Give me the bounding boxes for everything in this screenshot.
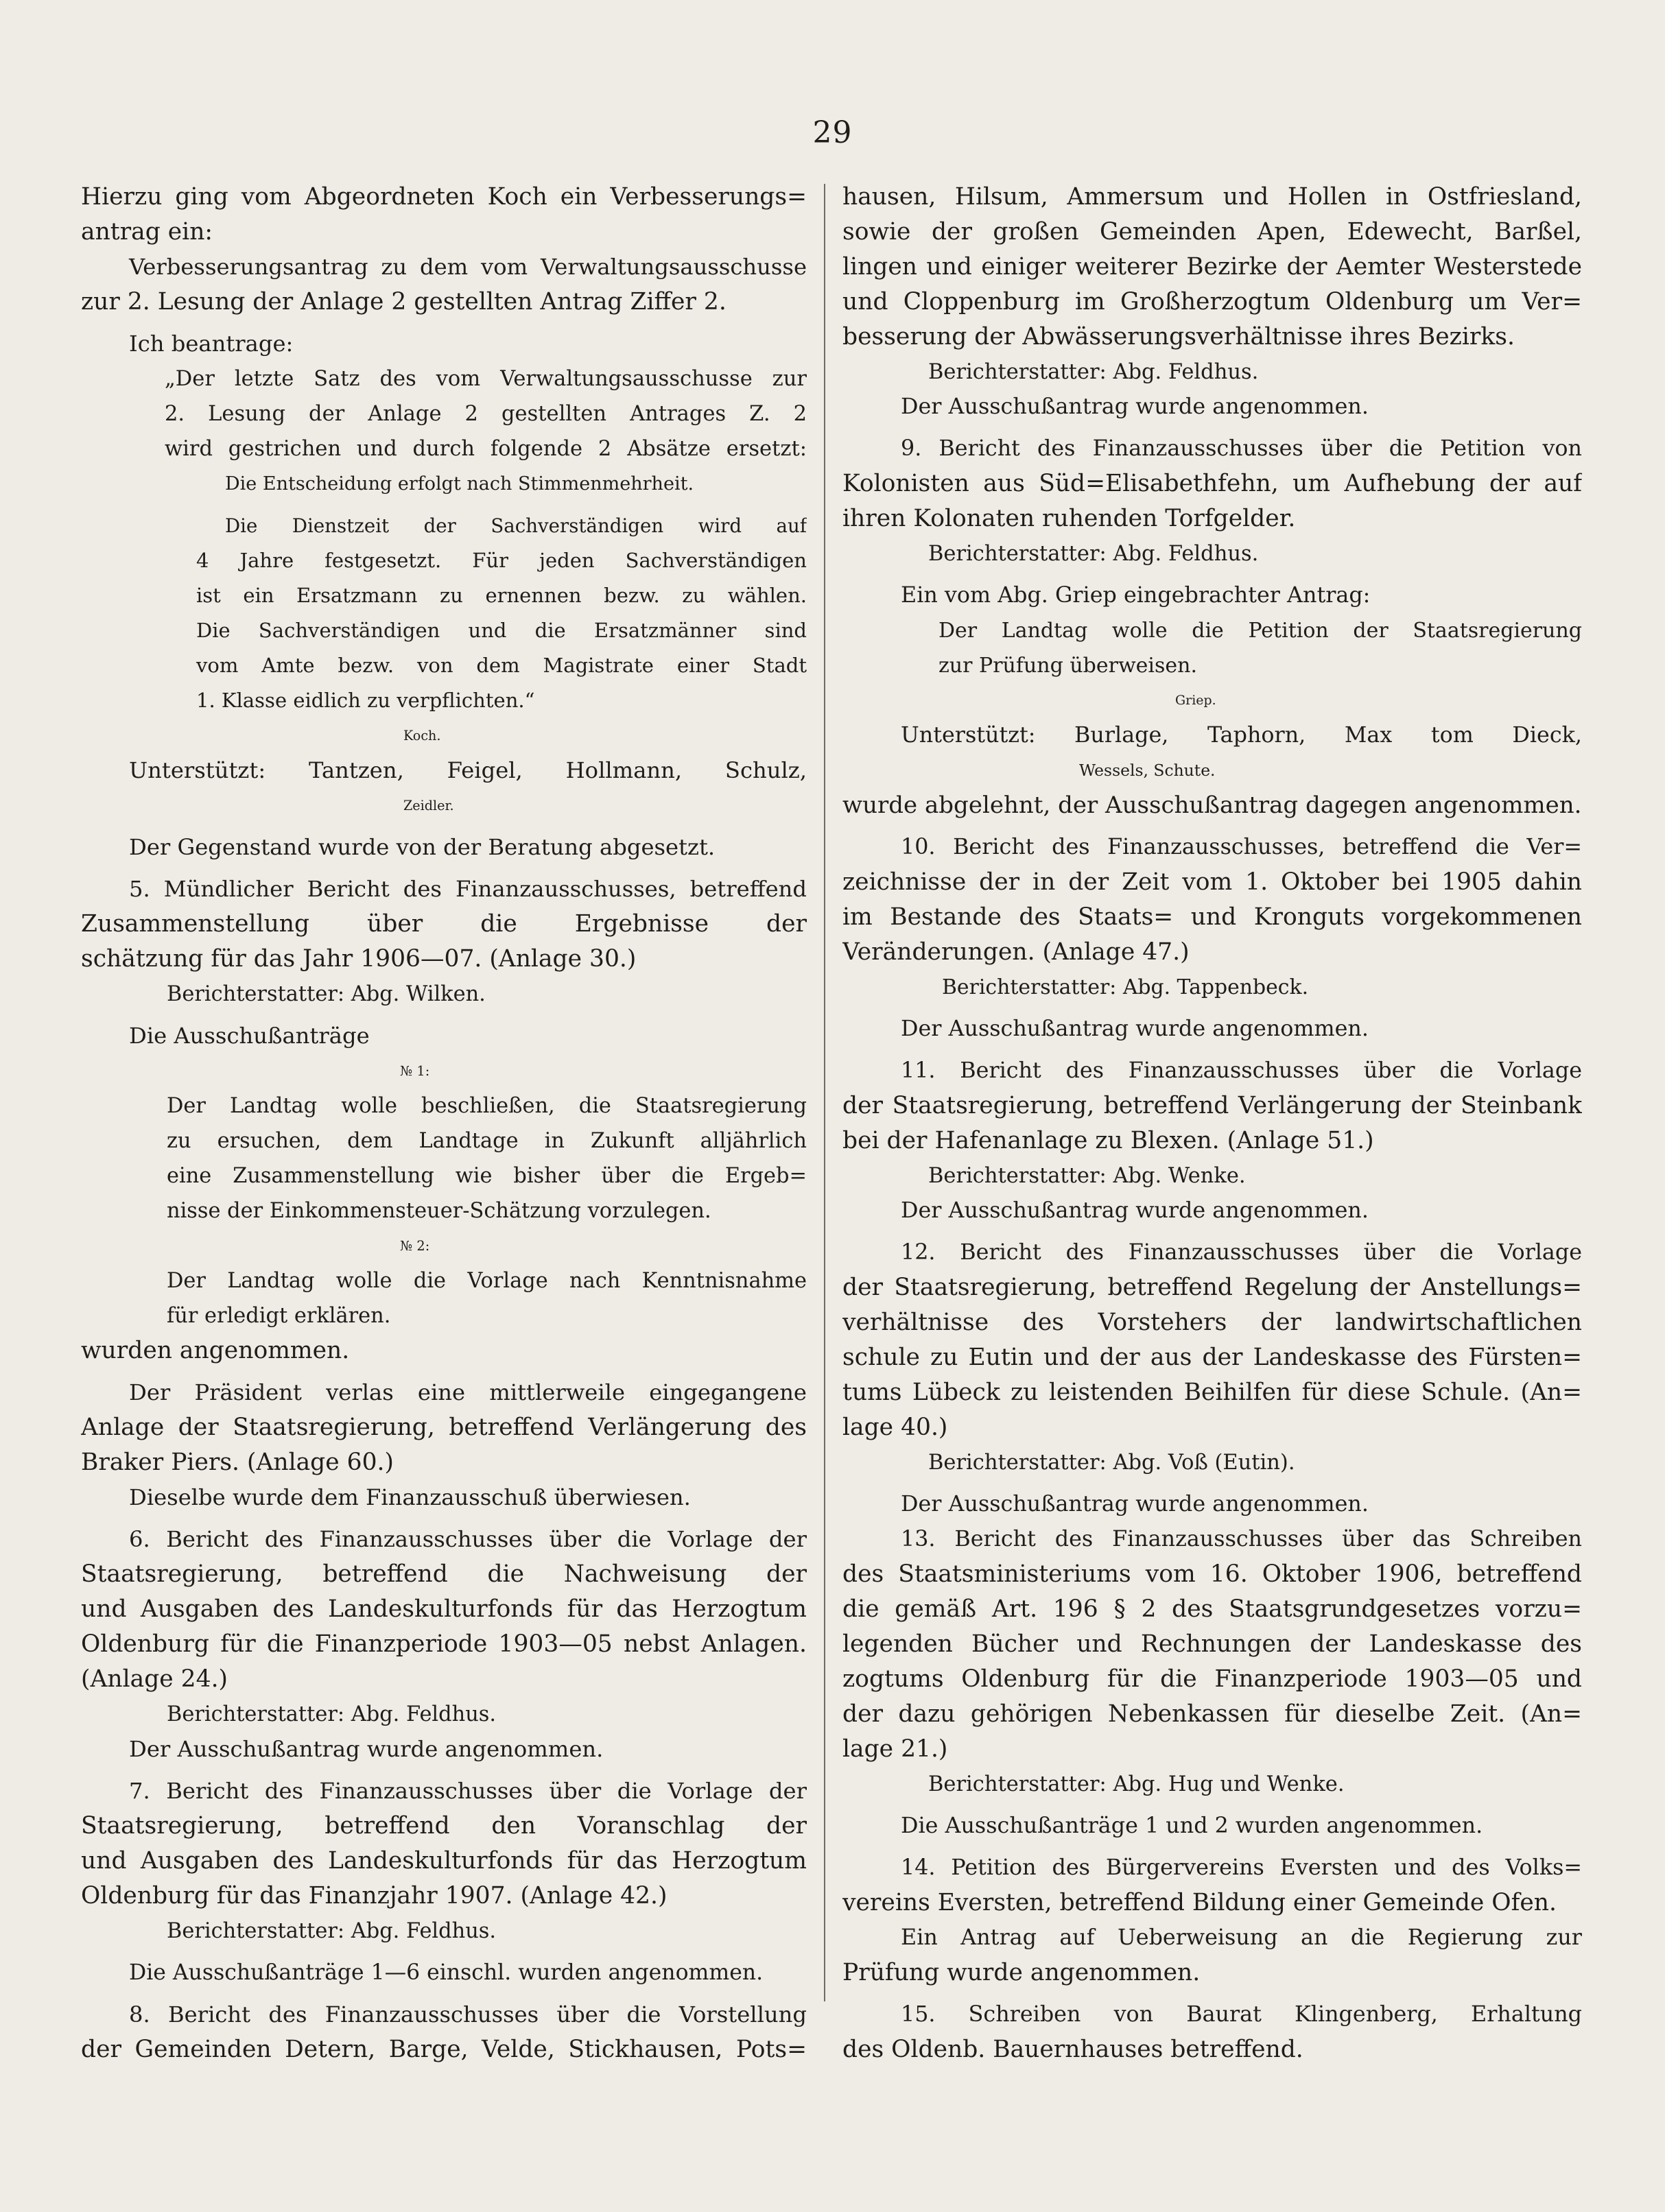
text-line: nisse der Einkommensteuer-Schätzung vorzulegen. [167, 1199, 711, 1223]
text-line: „Der letzte Satz des vom Verwaltungsausschusse zur [165, 367, 807, 391]
text-line: Braker Piers. (Anlage 60.) [81, 1449, 394, 1476]
text-line: vereins Eversten, betreffend Bildung einer Gemeinde Ofen. [842, 1889, 1557, 1916]
text-line: 12. Bericht des Finanzausschusses über die Vorlage [901, 1240, 1582, 1265]
text-line: Die Dienstzeit der Sachverständigen wird auf [225, 514, 807, 537]
text-line: 4 Jahre festgesetzt. Für jeden Sachverständigen [196, 549, 807, 572]
text-line: des Oldenb. Bauernhauses betreffend. [842, 2036, 1303, 2063]
text-line: wurde abgelehnt, der Ausschußantrag dagegen angenommen. [842, 792, 1582, 819]
text-line: Die Ausschußanträge [129, 1023, 370, 1049]
text-line: Koch. [403, 728, 441, 744]
text-line: Ein vom Abg. Griep eingebrachter Antrag: [901, 583, 1371, 608]
text-line: Berichterstatter: Abg. Wilken. [167, 982, 486, 1006]
text-line: Zusammenstellung über die Ergebnisse der [81, 910, 807, 938]
text-line: ist ein Ersatzmann zu ernennen bezw. zu wählen. [196, 584, 807, 607]
text-line: 2. Lesung der Anlage 2 gestellten Antrages Z. 2 [165, 402, 807, 426]
text-line: lingen und einiger weiterer Bezirke der Aemter Westerstede [842, 253, 1582, 281]
text-line: Der Präsident verlas eine mittlerweile eingegangene [129, 1379, 807, 1405]
text-line: 9. Bericht des Finanzausschusses über die Petition von [901, 436, 1582, 461]
text-line: Unterstützt: Burlage, Taphorn, Max tom Dieck, [901, 723, 1582, 748]
left-column [81, 180, 807, 2067]
text-line: 15. Schreiben von Baurat Klingenberg, Erhaltung [901, 2002, 1582, 2027]
text-line: schule zu Eutin und der aus der Landeskasse des Fürsten= [842, 1344, 1582, 1371]
text-line: Oldenburg für das Finanzjahr 1907. (Anlage 42.) [81, 1882, 668, 1910]
text-line: die gemäß Art. 196 § 2 des Staatsgrundgesetzes vorzu= [842, 1595, 1582, 1623]
text-line: 7. Bericht des Finanzausschusses über die Vorlage der [129, 1778, 807, 1804]
text-line: der dazu gehörigen Nebenkassen für dieselbe Zeit. (An= [842, 1700, 1582, 1728]
text-line: Die Sachverständigen und die Ersatzmänner sind [196, 619, 807, 642]
text-line: Oldenburg für die Finanzperiode 1903—05 nebst Anlagen. [81, 1630, 807, 1658]
text-line: 11. Bericht des Finanzausschusses über die Vorlage [901, 1058, 1582, 1083]
text-line: Der Ausschußantrag wurde angenommen. [901, 394, 1369, 419]
text-line: 13. Bericht des Finanzausschusses über das Schreiben [901, 1527, 1582, 1551]
text-line: Die Ausschußanträge 1 und 2 wurden angenommen. [901, 1813, 1483, 1838]
text-line: besserung der Abwässerungsverhältnisse ihres Bezirks. [842, 323, 1515, 350]
text-line: zeichnisse der in der Zeit vom 1. Oktober bei 1905 dahin [842, 868, 1582, 896]
text-line: Prüfung wurde angenommen. [842, 1959, 1201, 1986]
text-line: 14. Petition des Bürgervereins Eversten und des Volks= [901, 1855, 1582, 1880]
text-line: eine Zusammenstellung wie bisher über die Ergeb= [167, 1164, 807, 1188]
text-line: für erledigt erklären. [167, 1304, 391, 1328]
text-line: legenden Bücher und Rechnungen der Landeskasse des [842, 1630, 1582, 1658]
text-line: Der Landtag wolle die Petition der Staatsregierung [938, 619, 1582, 643]
text-line: Der Ausschußantrag wurde angenommen. [901, 1016, 1369, 1041]
text-line: Berichterstatter: Abg. Feldhus. [167, 1702, 497, 1726]
text-line: des Staatsministeriums vom 16. Oktober 1906, betreffend [842, 1560, 1582, 1588]
text-line: Der Ausschußantrag wurde angenommen. [901, 1198, 1369, 1223]
text-line: Ein Antrag auf Ueberweisung an die Regierung zur [901, 1925, 1582, 1950]
text-line: im Bestande des Staats= und Kronguts vorgekommenen [842, 903, 1582, 931]
text-line: (Anlage 24.) [81, 1665, 228, 1693]
text-line: lage 40.) [842, 1414, 948, 1441]
text-line: bei der Hafenanlage zu Blexen. (Anlage 51.) [842, 1127, 1374, 1154]
text-line: sowie der großen Gemeinden Apen, Edewecht, Barßel, [842, 218, 1582, 246]
text-line: und Ausgaben des Landeskulturfonds für das Herzogtum [81, 1595, 807, 1623]
text-line: der Staatsregierung, betreffend Verlängerung der Steinbank [842, 1092, 1582, 1119]
text-line: Der Gegenstand wurde von der Beratung abgesetzt. [129, 834, 716, 860]
text-line: Kolonisten aus Süd=Elisabethfehn, um Aufhebung der auf [842, 470, 1582, 497]
text-line: Berichterstatter: Abg. Hug und Wenke. [928, 1772, 1345, 1796]
text-line: № 1: [400, 1063, 430, 1079]
text-line: lage 21.) [842, 1735, 948, 1763]
text-line: Griep. [1175, 693, 1216, 708]
text-line: vom Amte bezw. von dem Magistrate einer Stadt [196, 654, 807, 677]
text-line: Die Entscheidung erfolgt nach Stimmenmehrheit. [225, 473, 694, 495]
text-line: verhältnisse des Vorstehers der landwirtschaftlichen [842, 1309, 1582, 1336]
text-line: № 2: [400, 1238, 430, 1254]
text-line: der Gemeinden Detern, Barge, Velde, Stickhausen, Pots= [81, 2036, 807, 2063]
text-line: Berichterstatter: Abg. Wenke. [928, 1164, 1246, 1188]
text-line: und Cloppenburg im Großherzogtum Oldenburg um Ver= [842, 288, 1582, 316]
text-line: ihren Kolonaten ruhenden Torfgelder. [842, 505, 1296, 532]
page-number: 29 [812, 115, 853, 150]
text-line: Dieselbe wurde dem Finanzausschuß überwiesen. [129, 1484, 691, 1510]
text-line: Hierzu ging vom Abgeordneten Koch ein Verbesserungs= [81, 183, 807, 211]
text-line: 6. Bericht des Finanzausschusses über die Vorlage der [129, 1526, 807, 1552]
text-line: Der Ausschußantrag wurde angenommen. [901, 1492, 1369, 1517]
text-line: Ich beantrage: [129, 331, 294, 357]
text-line: Staatsregierung, betreffend den Voranschlag der [81, 1812, 807, 1840]
text-line: wurden angenommen. [81, 1337, 350, 1364]
text-line: 5. Mündlicher Bericht des Finanzausschusses, betreffend [129, 876, 807, 902]
text-line: zu ersuchen, dem Landtage in Zukunft alljährlich [167, 1129, 807, 1153]
text-line: Berichterstatter: Abg. Feldhus. [928, 360, 1259, 384]
text-line: Staatsregierung, betreffend die Nachweisung der [81, 1560, 807, 1588]
text-line: hausen, Hilsum, Ammersum und Hollen in Ostfriesland, [842, 183, 1582, 211]
text-line: der Staatsregierung, betreffend Regelung der Anstellungs= [842, 1274, 1582, 1301]
text-line: Berichterstatter: Abg. Voß (Eutin). [928, 1451, 1295, 1475]
text-line: schätzung für das Jahr 1906—07. (Anlage 30.) [81, 945, 637, 973]
text-line: Verbesserungsantrag zu dem vom Verwaltungsausschusse [129, 254, 807, 280]
text-line: Unterstützt: Tantzen, Feigel, Hollmann, Schulz, [129, 757, 807, 783]
text-line: Wessels, Schute. [1079, 761, 1216, 780]
text-line: Berichterstatter: Abg. Feldhus. [167, 1919, 497, 1943]
text-line: Anlage der Staatsregierung, betreffend Verlängerung des [81, 1414, 807, 1441]
text-line: zogtums Oldenburg für die Finanzperiode 1903—05 und [842, 1665, 1582, 1693]
text-line: 8. Bericht des Finanzausschusses über die Vorstellung [129, 2001, 807, 2027]
text-line: zur Prüfung überweisen. [938, 654, 1197, 678]
text-line: Der Landtag wolle beschließen, die Staatsregierung [167, 1094, 807, 1118]
text-line: antrag ein: [81, 218, 213, 246]
text-line: Der Landtag wolle die Vorlage nach Kenntnisnahme [167, 1269, 807, 1293]
text-line: wird gestrichen und durch folgende 2 Absätze ersetzt: [165, 437, 807, 461]
text-line: zur 2. Lesung der Anlage 2 gestellten Antrag Ziffer 2. [81, 288, 727, 316]
text-line: 10. Bericht des Finanzausschusses, betreffend die Ver= [901, 835, 1582, 859]
text-line: Berichterstatter: Abg. Tappenbeck. [942, 975, 1309, 999]
column-divider [824, 184, 825, 2001]
text-line: Zeidler. [403, 798, 454, 813]
text-line: Veränderungen. (Anlage 47.) [842, 938, 1190, 966]
text-line: Die Ausschußanträge 1—6 einschl. wurden angenommen. [129, 1960, 764, 1985]
text-line: Berichterstatter: Abg. Feldhus. [928, 542, 1259, 566]
text-line: tums Lübeck zu leistenden Beihilfen für diese Schule. (An= [842, 1379, 1582, 1406]
text-line: 1. Klasse eidlich zu verpflichten.“ [196, 689, 535, 712]
text-line: und Ausgaben des Landeskulturfonds für das Herzogtum [81, 1847, 807, 1875]
text-line: Der Ausschußantrag wurde angenommen. [129, 1736, 604, 1762]
right-column [842, 180, 1582, 2067]
